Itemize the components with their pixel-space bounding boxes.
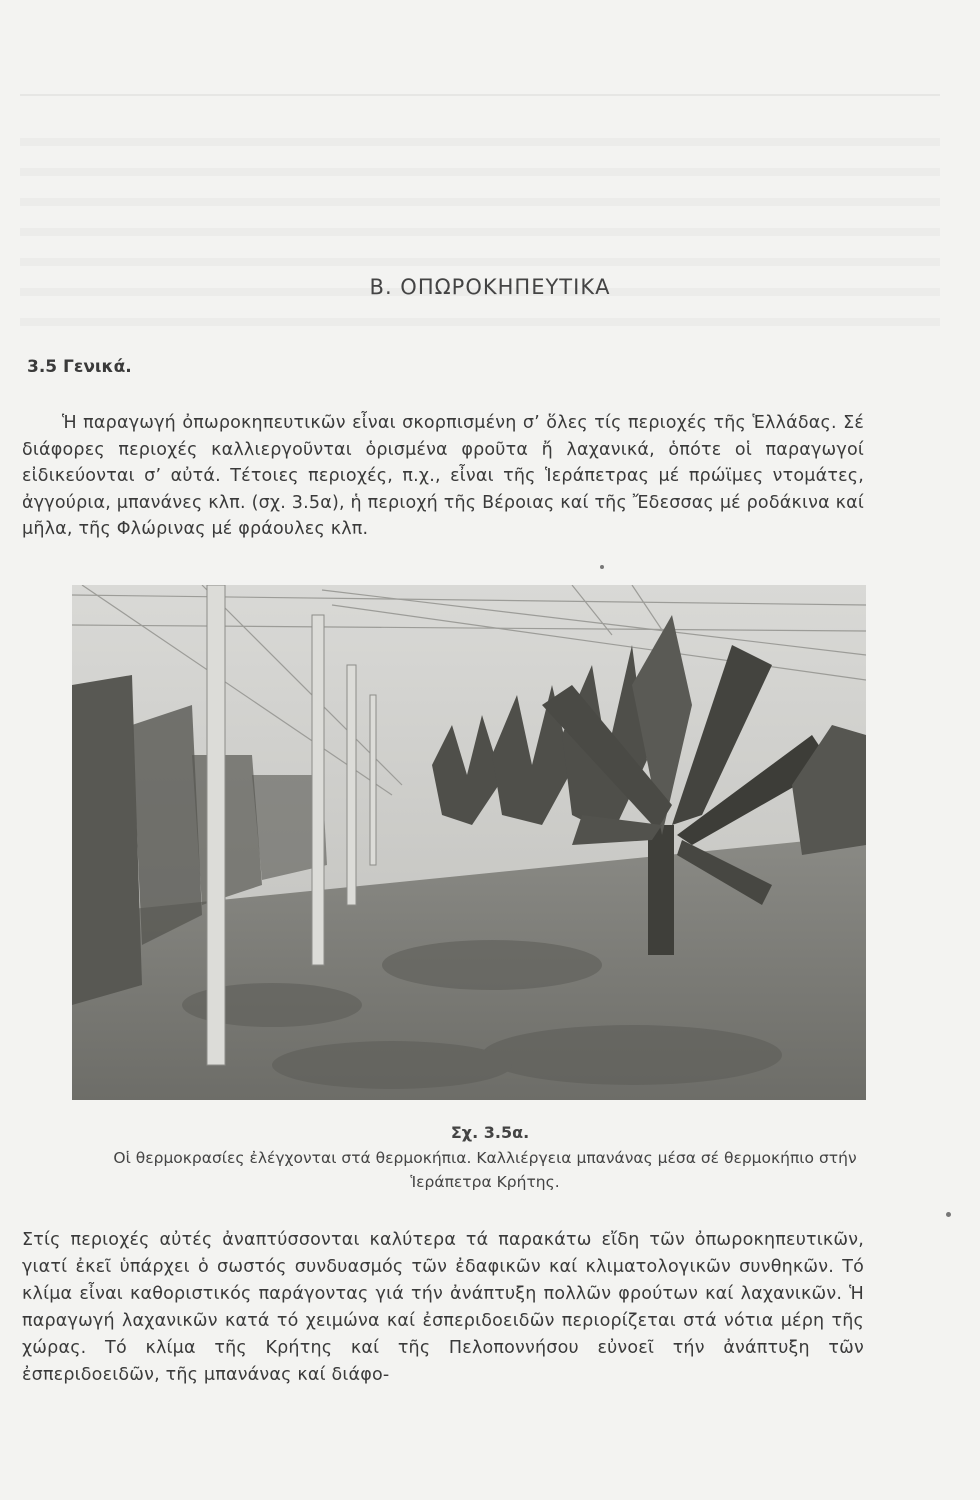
figure-caption: Οἱ θερμοκρασίες ἐλέγχονται στά θερμοκήπια. Καλλιέργεια μπανάνας μέσα σέ θερμοκήπιο στήν Ἱεράπετρα Κρήτης. [113,1149,857,1191]
intro-paragraph-text: Ἡ παραγωγή ὀπωροκηπευτικῶν εἶναι σκορπισμένη σ’ ὅλες τίς περιοχές τῆς Ἑλλάδας. Σέ διάφορες περιοχές καλλιεργοῦνται ὁρισμένα φροῦτα ἤ λαχανικά, ὁπότε οἱ παραγωγοί εἰδικεύονται σ’ αὐτά. Τέτοιες περιοχές, π.χ., εἶναι τῆς Ἱεράπετρας μέ πρώϊμες ντομάτες, ἀγγούρια, μπανάνες κλπ. (σχ. 3.5α), ἡ περιοχή τῆς Βέροιας καί τῆς Ἔδεσσας μέ ροδάκινα καί μῆλα, τῆς Φλώρινας μέ φράουλες κλπ. [22,413,864,539]
section-title: Β. ΟΠΩΡΟΚΗΠΕΥΤΙΚΑ [369,275,611,299]
page-speck [946,1212,951,1217]
page-speck [600,565,604,569]
intro-paragraph [22,410,864,543]
figure-label: Σχ. 3.5α. [450,1123,530,1142]
body-paragraph: Στίς περιοχές αὐτές ἀναπτύσσονται καλύτερα τά παρακάτω εἴδη τῶν ὀπωροκηπευτικῶν, γιατί ἐκεῖ ὑπάρχει ὁ σωστός συνδυασμός τῶν ἐδαφικῶν καί κλιματολογικῶν συνθηκῶν. Τό κλίμα εἶναι καθοριστικός παράγοντας γιά τήν ἀνάπτυξη πολλῶν φρούτων καί λαχανικῶν. Ἡ παραγωγή λαχανικῶν κατά τό χειμώνα καί ἐσπεριδοειδῶν περιορίζεται στά νότια μέρη τῆς χώρας. Τό κλίμα τῆς Κρήτης καί τῆς Πελοποννήσου εὐνοεῖ τήν ἀνάπτυξη τῶν ἐσπεριδοειδῶν, τῆς μπανάνας καί διάφο- [22,1230,864,1385]
subsection-heading: 3.5 Γενικά. [27,357,132,377]
photo-illustration [72,585,866,1100]
greenhouse-banana-photo [72,585,866,1100]
